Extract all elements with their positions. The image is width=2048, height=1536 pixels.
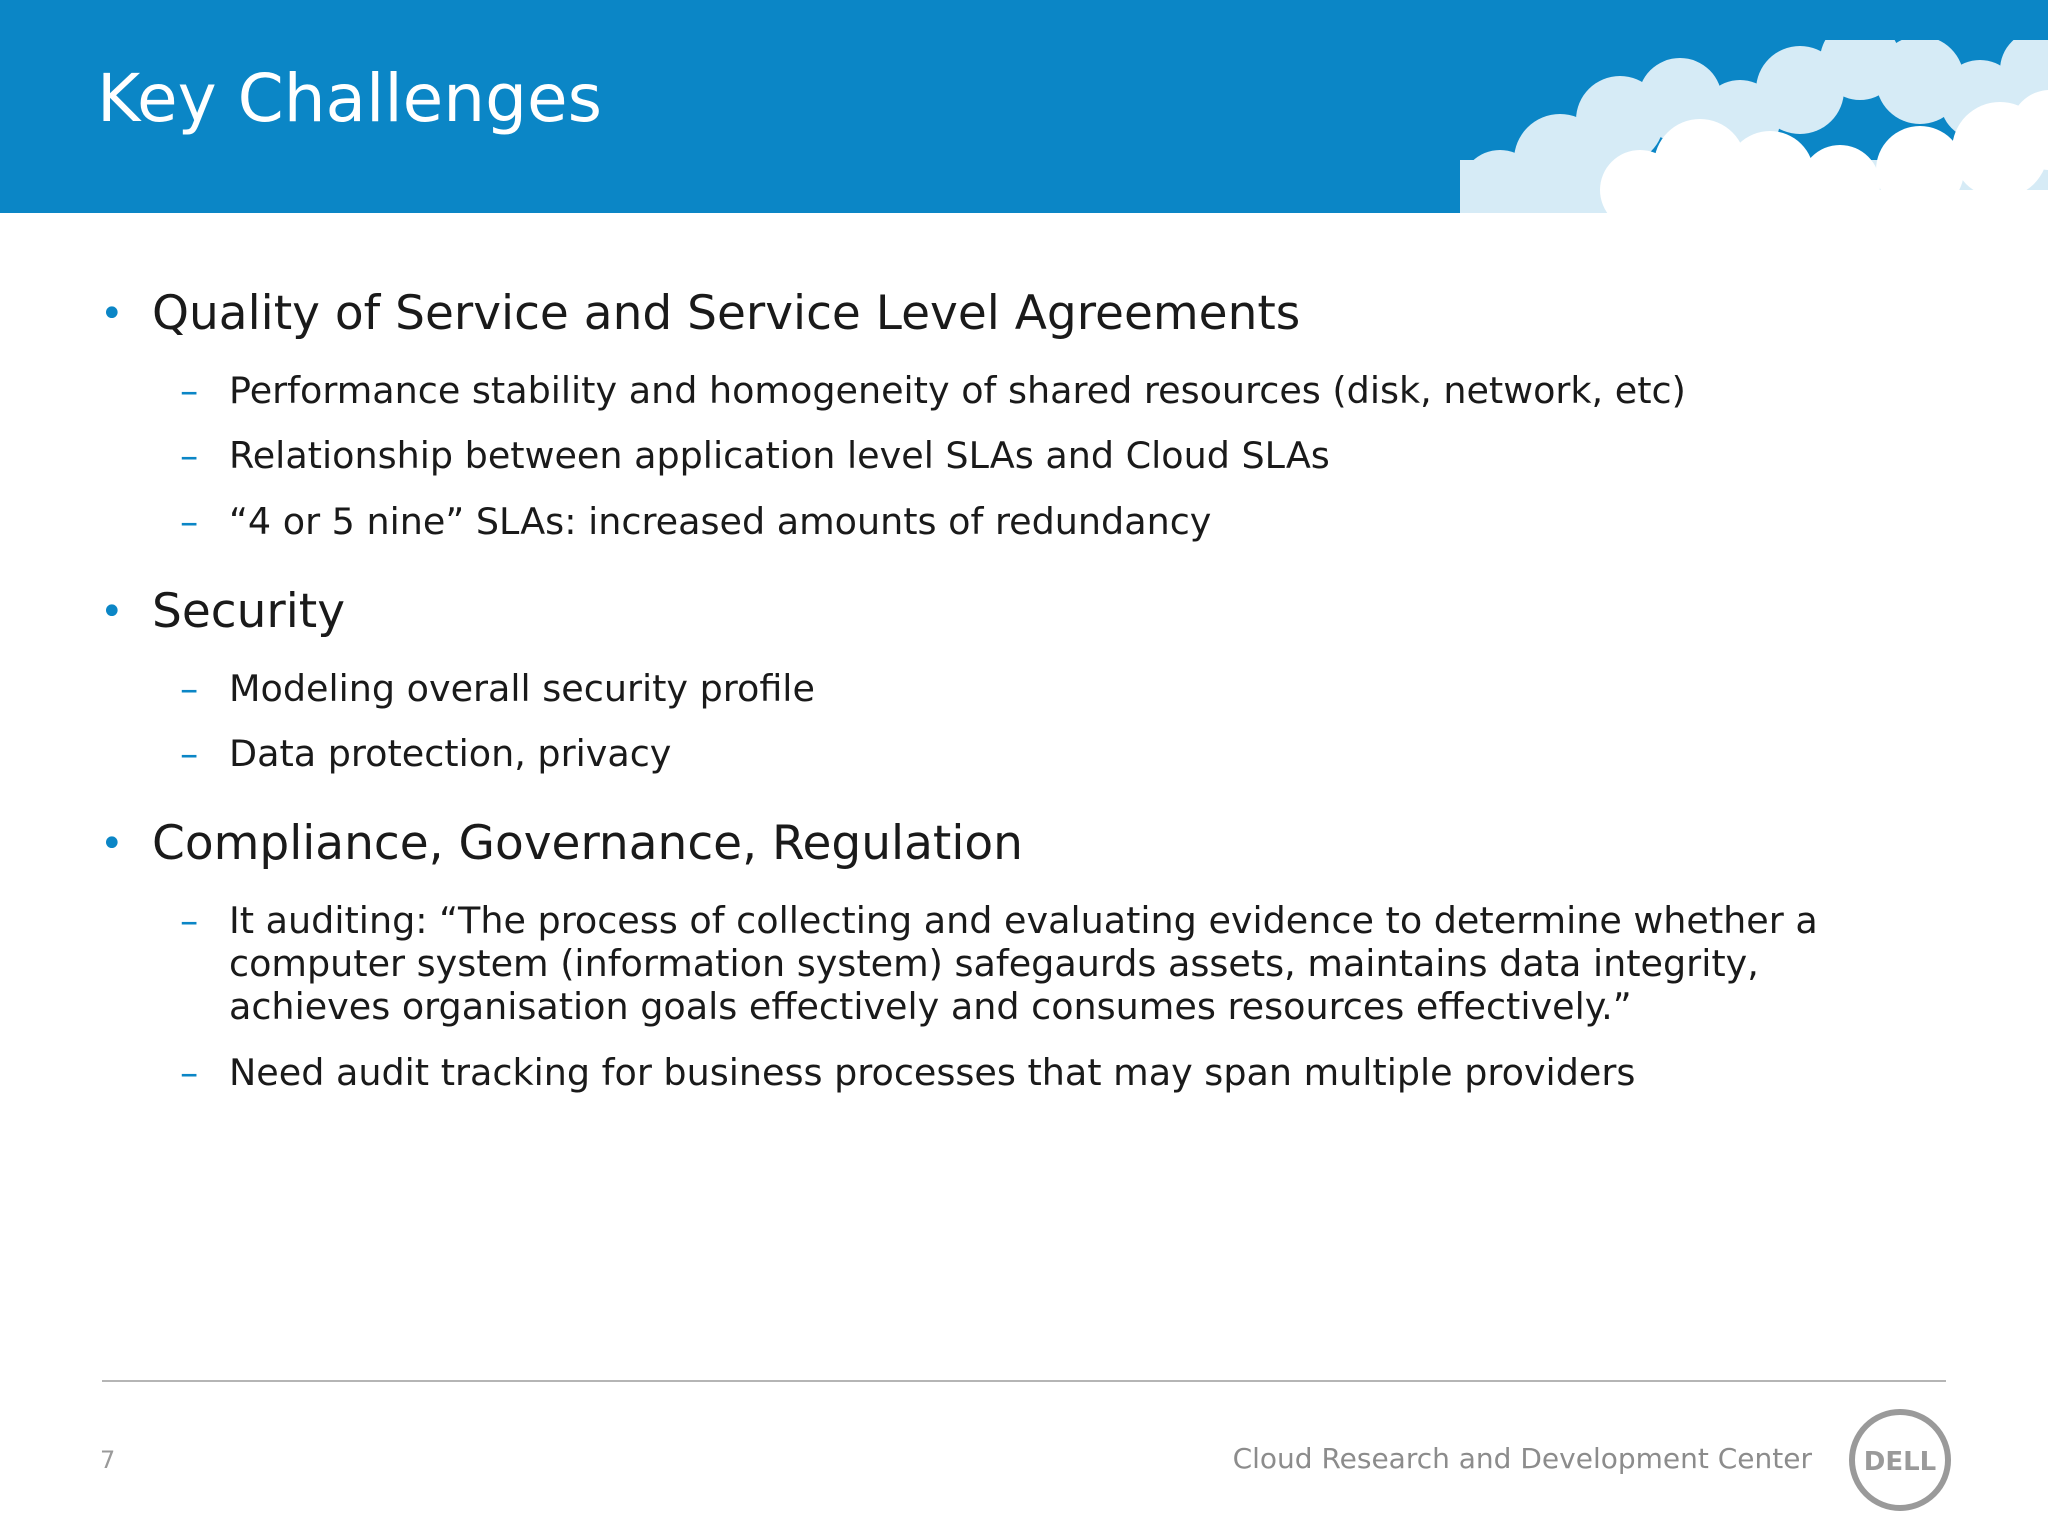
dash-marker: –: [180, 1051, 199, 1094]
sub-bullet-text: Modeling overall security profile: [229, 667, 815, 710]
page-number: 7: [100, 1446, 116, 1474]
sub-bullet-text: Relationship between application level SLAs and Cloud SLAs: [229, 434, 1330, 477]
bullet-text: Quality of Service and Service Level Agreements: [152, 286, 1301, 341]
footer-divider: [102, 1380, 1946, 1382]
bullet-text: Compliance, Governance, Regulation: [152, 816, 1023, 871]
dash-marker: –: [180, 732, 199, 775]
dell-logo: [1848, 1408, 1952, 1512]
dash-marker: –: [180, 500, 199, 543]
bullet-marker: •: [100, 589, 124, 635]
sub-bullet-text: Performance stability and homogeneity of shared resources (disk, network, etc): [229, 369, 1686, 412]
bullet-marker: •: [100, 291, 124, 337]
dash-marker: –: [180, 434, 199, 477]
dash-marker: –: [180, 369, 199, 412]
sub-bullet-text: Need audit tracking for business processes that may span multiple providers: [229, 1051, 1636, 1094]
logo-text: DELL: [1863, 1447, 1937, 1477]
sub-bullet-text: Data protection, privacy: [229, 732, 672, 775]
dash-marker: –: [180, 899, 199, 942]
dash-marker: –: [180, 667, 199, 710]
slide-title: Key Challenges: [97, 60, 602, 137]
footer-text: Cloud Research and Development Center: [1232, 1442, 1812, 1475]
bullet-text: Security: [152, 584, 346, 639]
sub-bullet-text: “4 or 5 nine” SLAs: increased amounts of redundancy: [229, 500, 1212, 543]
bullet-marker: •: [100, 821, 124, 867]
sub-bullet-text: It auditing: “The process of collecting and evaluating evidence to determine whether a computer system (information system) safegaurds assets, maintains data integrity, achieves organisation goals effectively and consumes resources effectively.”: [229, 899, 1818, 1028]
